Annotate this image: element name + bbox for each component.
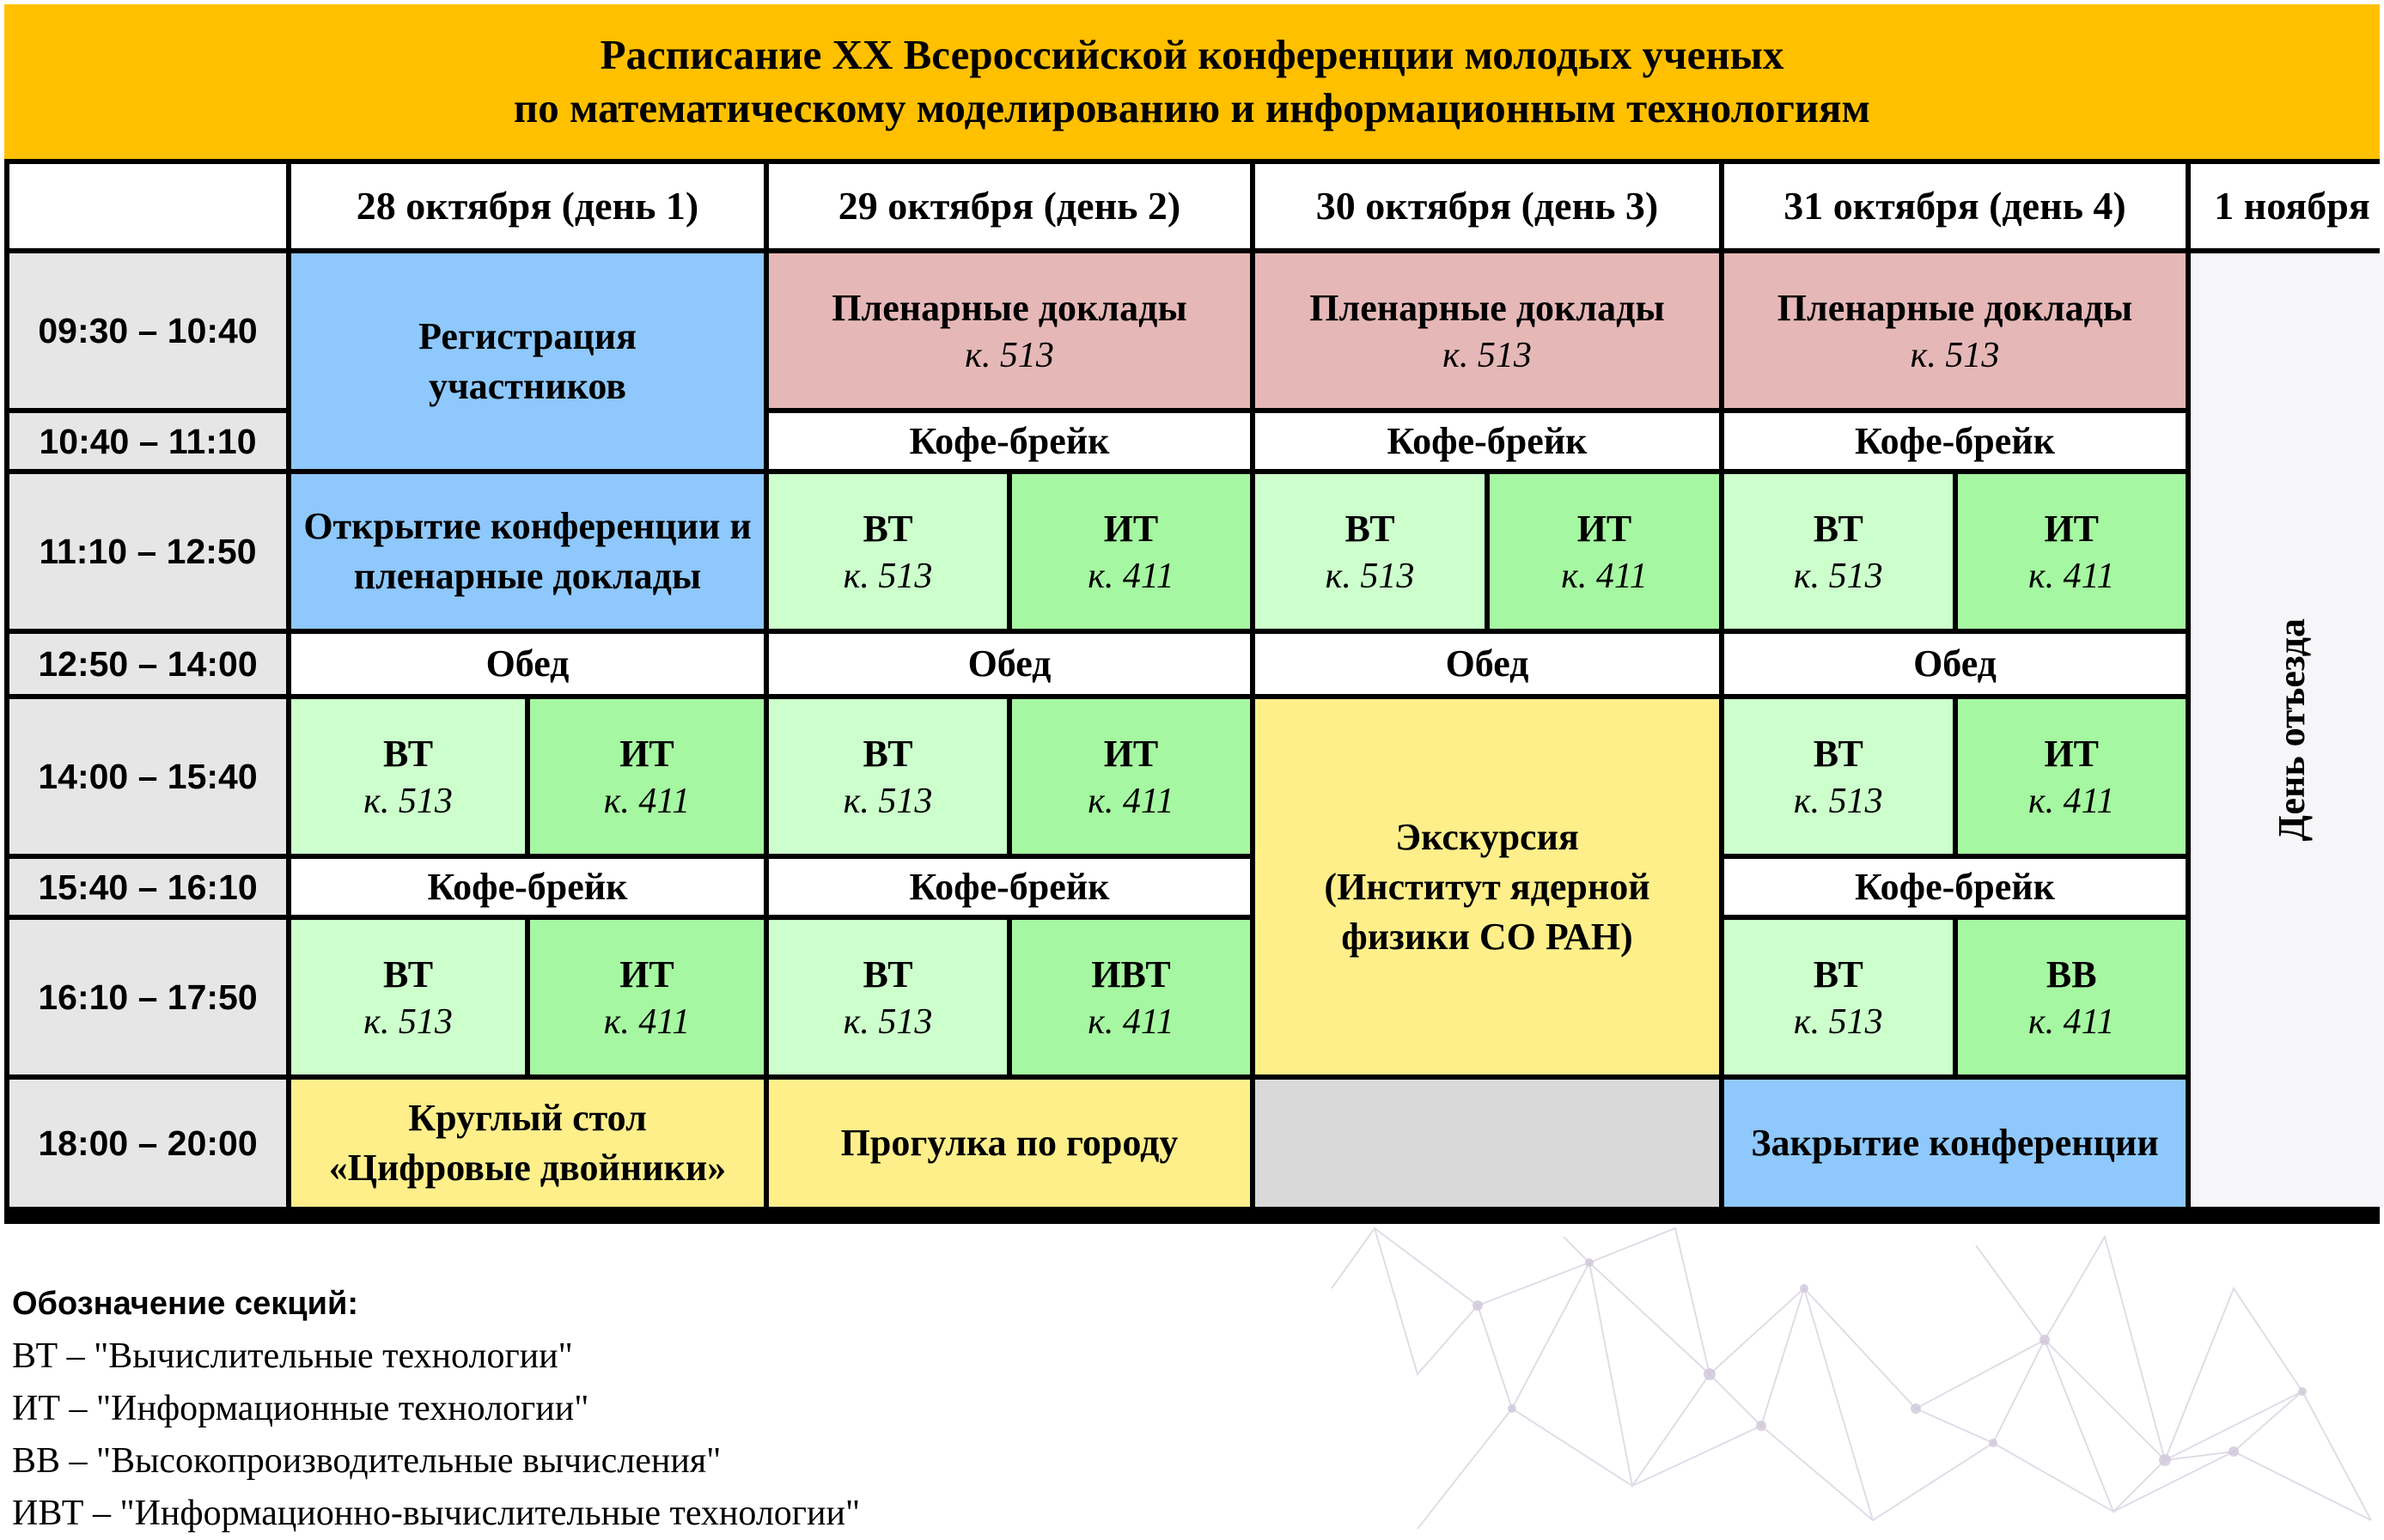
registration-cell	[291, 253, 764, 469]
excursion-line-1: Экскурсия	[1395, 815, 1579, 858]
session-name: ВТ	[1813, 733, 1863, 775]
room-number: к. 513	[1910, 336, 2000, 375]
session-name: ИТ	[1103, 508, 1159, 550]
session-name: ВТ	[863, 953, 913, 995]
session-vt	[769, 920, 1007, 1074]
time-slot-2: 10:40 – 11:10	[9, 413, 286, 469]
room-number: к. 513	[1793, 782, 1883, 821]
closing-cell: Закрытие конференции	[1724, 1080, 2186, 1207]
sessions-day2-afternoon-2	[769, 920, 1250, 1074]
session-vt	[769, 699, 1007, 854]
coffee-break-day-4-afternoon: Кофе-брейк	[1724, 859, 2186, 915]
title-line-1: Расписание XX Всероссийской конференции молодых ученых	[600, 31, 1784, 78]
session-vt	[1724, 474, 1953, 629]
day-header-2: 29 октября (день 2)	[769, 164, 1250, 248]
room-number: к. 513	[843, 557, 933, 596]
time-slot-4: 12:50 – 14:00	[9, 634, 286, 694]
legend-title: Обозначение секций:	[12, 1286, 358, 1322]
session-it	[530, 920, 764, 1074]
round-table-line-1: Круглый стол	[408, 1097, 647, 1139]
sessions-day4-morning	[1724, 474, 2186, 629]
room-number: к. 411	[1561, 557, 1648, 596]
legend-item-vv: ВВ – "Высокопроизводительные вычисления"	[12, 1441, 722, 1481]
lunch-day-4: Обед	[1724, 634, 2186, 694]
opening-label: Открытие конференции и пленарные доклады	[303, 505, 752, 597]
legend-item-it: ИТ – "Информационные технологии"	[12, 1389, 589, 1428]
session-vt	[291, 920, 525, 1074]
session-name: ИТ	[2044, 733, 2100, 775]
plenary-label: Пленарные доклады	[832, 287, 1187, 329]
room-number: к. 411	[2027, 782, 2115, 821]
sessions-day4-afternoon-2	[1724, 920, 2186, 1074]
day-header-3: 30 октября (день 3)	[1255, 164, 1719, 248]
departure-day-cell	[2191, 253, 2384, 1207]
time-slot-3: 11:10 – 12:50	[9, 474, 286, 629]
session-name: ВТ	[1344, 508, 1395, 550]
registration-label: Регистрация участников	[418, 314, 637, 407]
session-name: ВТ	[382, 733, 434, 775]
session-vv	[1958, 920, 2186, 1074]
sessions-day1-afternoon-1	[291, 699, 764, 854]
corner-cell	[9, 164, 286, 248]
sessions-day2-morning	[769, 474, 1250, 629]
session-vt	[769, 474, 1007, 629]
room-number: к. 411	[2027, 1002, 2115, 1042]
room-number: к. 411	[1088, 782, 1174, 821]
session-name: ИТ	[2044, 508, 2100, 550]
room-number: к. 513	[1793, 557, 1883, 596]
lunch-day-1: Обед	[291, 634, 764, 694]
room-number: к. 513	[363, 782, 453, 821]
session-name: ИТ	[619, 953, 674, 995]
sections-legend	[12, 1278, 860, 1540]
session-name: ВТ	[863, 733, 913, 775]
session-name: ВВ	[2046, 953, 2097, 995]
session-it	[1012, 474, 1250, 629]
time-slot-5: 14:00 – 15:40	[9, 699, 286, 854]
session-it	[1012, 699, 1250, 854]
room-number: к. 513	[363, 1002, 453, 1042]
sessions-day1-afternoon-2	[291, 920, 764, 1074]
room-number: к. 411	[1088, 557, 1174, 596]
coffee-break-day-1: Кофе-брейк	[291, 859, 764, 915]
room-number: к. 411	[603, 1002, 691, 1042]
schedule-table	[4, 159, 2380, 1224]
plenary-day-2	[769, 253, 1250, 408]
day-header-5: 1 ноября	[2191, 164, 2384, 248]
session-name: ВТ	[1813, 508, 1863, 550]
time-slot-7: 16:10 – 17:50	[9, 920, 286, 1074]
time-slot-1: 09:30 – 10:40	[9, 253, 286, 408]
session-name: ИТ	[1576, 508, 1632, 550]
sessions-day4-afternoon-1	[1724, 699, 2186, 854]
day-header-4: 31 октября (день 4)	[1724, 164, 2186, 248]
empty-evening-day-3	[1255, 1080, 1719, 1207]
session-vt	[1724, 699, 1953, 854]
session-ivt	[1012, 920, 1250, 1074]
session-it	[1958, 699, 2186, 854]
room-number: к. 411	[1088, 1002, 1174, 1042]
day-header-1: 28 октября (день 1)	[291, 164, 764, 248]
plenary-day-3	[1255, 253, 1719, 408]
coffee-break-day-4-morning: Кофе-брейк	[1724, 413, 2186, 469]
excursion-cell	[1255, 699, 1719, 1074]
session-name: ИТ	[1103, 733, 1159, 775]
sessions-day3-morning	[1255, 474, 1719, 629]
room-number: к. 513	[843, 1002, 933, 1042]
schedule-title	[4, 4, 2380, 159]
plenary-day-4	[1724, 253, 2186, 408]
session-name: ИВТ	[1091, 953, 1171, 995]
room-number: к. 411	[2027, 557, 2115, 596]
city-walk-cell: Прогулка по городу	[769, 1080, 1250, 1207]
coffee-break-day-2-afternoon: Кофе-брейк	[769, 859, 1250, 915]
room-number: к. 513	[965, 336, 1054, 375]
lunch-day-3: Обед	[1255, 634, 1719, 694]
session-name: ВТ	[1813, 953, 1863, 995]
session-vt	[291, 699, 525, 854]
session-name: ИТ	[619, 733, 674, 775]
coffee-break-day-2-morning: Кофе-брейк	[769, 413, 1250, 469]
sessions-day2-afternoon-1	[769, 699, 1250, 854]
room-number: к. 513	[1793, 1002, 1883, 1042]
departure-label: День отъезда	[2271, 618, 2313, 842]
lunch-day-2: Обед	[769, 634, 1250, 694]
title-line-2: по математическому моделированию и информационным технологиям	[514, 84, 1870, 131]
room-number: к. 513	[1325, 557, 1415, 596]
coffee-break-day-3: Кофе-брейк	[1255, 413, 1719, 469]
excursion-line-2: (Институт ядерной физики СО РАН)	[1324, 865, 1650, 958]
legend-item-ivt: ИВТ – "Информационно-вычислительные технологии"	[12, 1494, 861, 1533]
room-number: к. 411	[603, 782, 691, 821]
session-it	[1490, 474, 1719, 629]
session-name: ВТ	[863, 508, 913, 550]
plenary-label: Пленарные доклады	[1309, 287, 1665, 329]
legend-item-vt: ВТ – "Вычислительные технологии"	[12, 1336, 573, 1376]
opening-cell	[291, 474, 764, 629]
plenary-label: Пленарные доклады	[1777, 287, 2133, 329]
session-it	[530, 699, 764, 854]
session-it	[1958, 474, 2186, 629]
session-vt	[1255, 474, 1485, 629]
room-number: к. 513	[843, 782, 933, 821]
round-table-line-2: «Цифровые двойники»	[328, 1147, 727, 1189]
time-slot-8: 18:00 – 20:00	[9, 1080, 286, 1207]
room-number: к. 513	[1442, 336, 1532, 375]
session-name: ВТ	[382, 953, 434, 995]
round-table-cell	[291, 1080, 764, 1207]
time-slot-6: 15:40 – 16:10	[9, 859, 286, 915]
session-vt	[1724, 920, 1953, 1074]
